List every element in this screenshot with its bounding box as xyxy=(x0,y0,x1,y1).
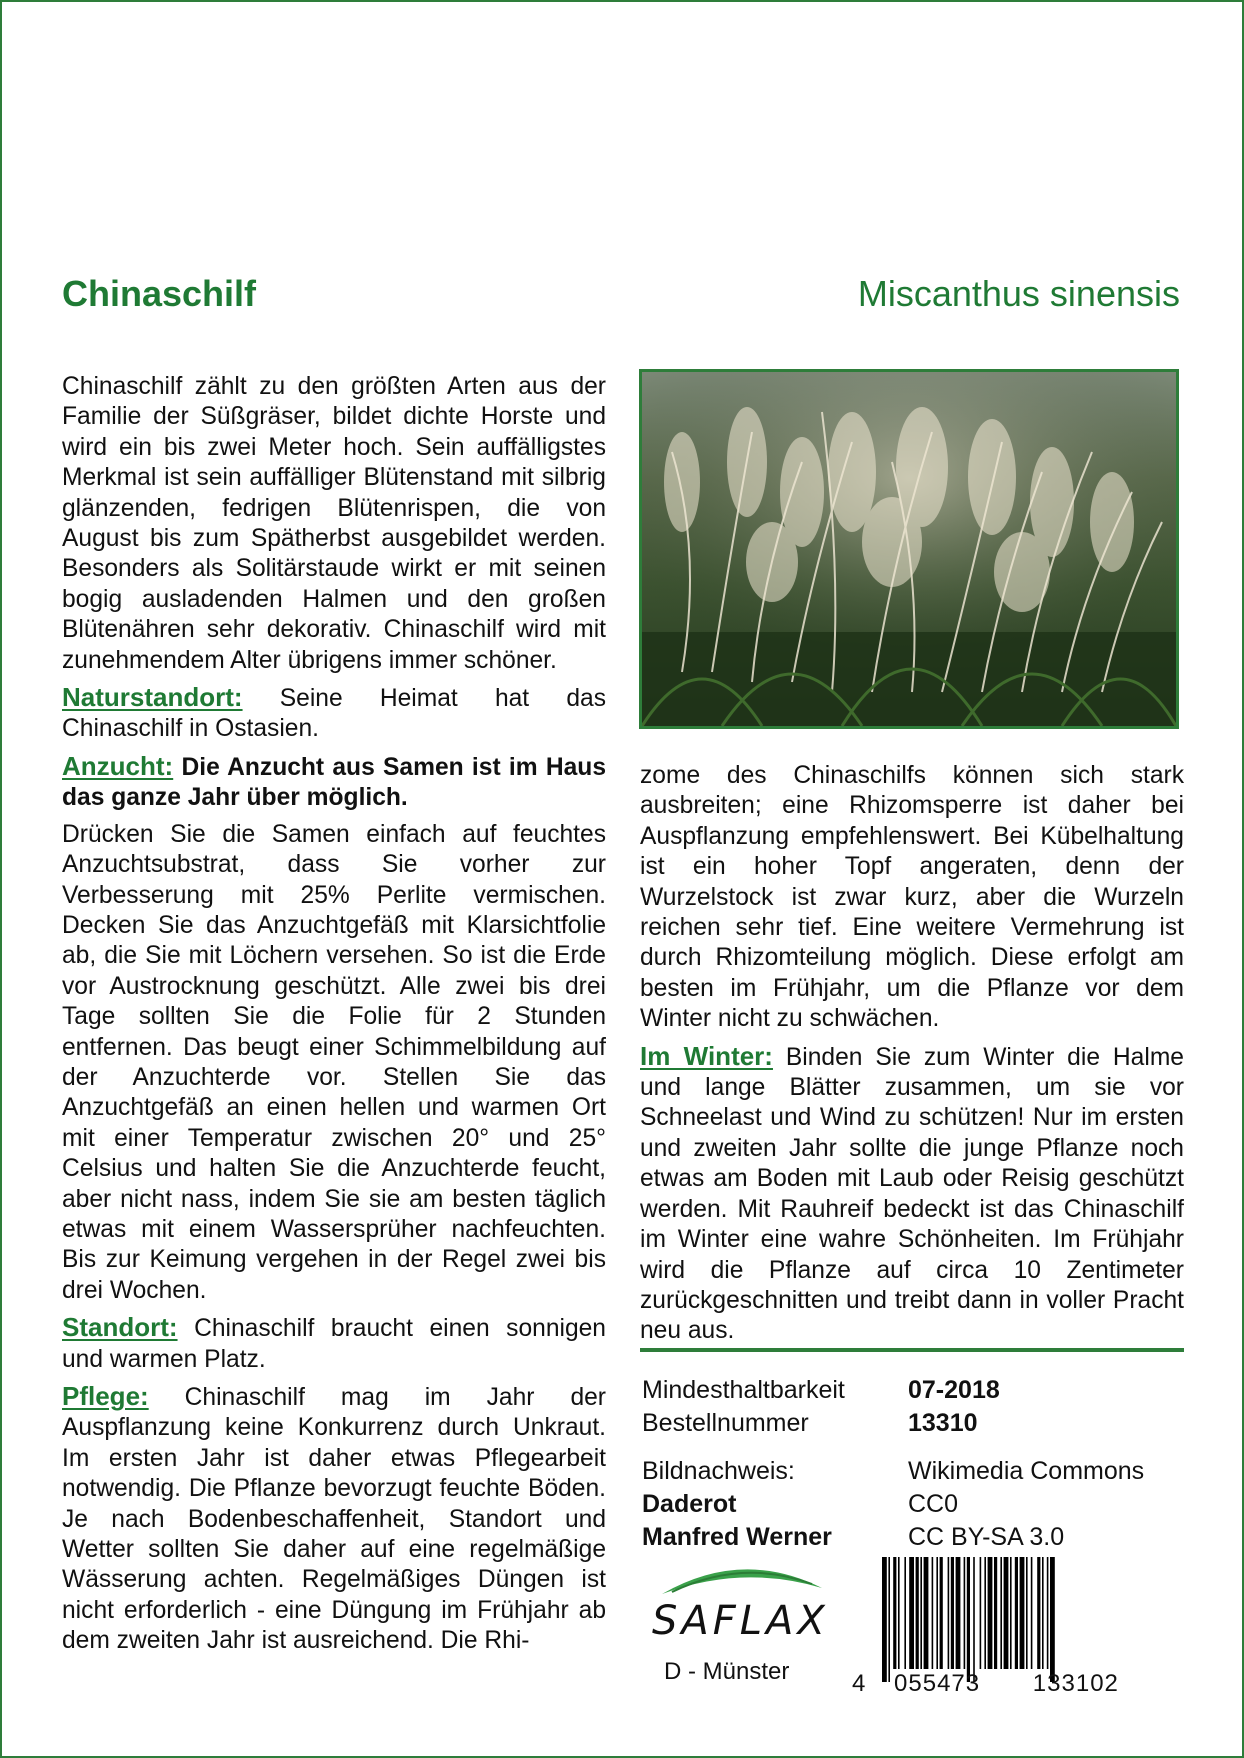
barcode-bar xyxy=(936,1557,938,1669)
barcode-bar xyxy=(1031,1557,1033,1669)
barcode-bar xyxy=(888,1557,890,1682)
winter-section xyxy=(640,1041,1184,1347)
barcode-bar xyxy=(1047,1557,1049,1669)
barcode-group2: 133102 xyxy=(1032,1670,1119,1697)
barcode-bar xyxy=(1004,1557,1009,1669)
logo-city: D - Münster xyxy=(664,1658,790,1685)
barcode-bar xyxy=(967,1557,970,1682)
barcode-bar xyxy=(1026,1557,1028,1669)
barcode-bar xyxy=(940,1557,943,1669)
winter-heading: Im Winter: xyxy=(640,1040,773,1071)
barcode-bar xyxy=(916,1557,919,1669)
barcode-bar xyxy=(1015,1557,1018,1669)
barcode-bar xyxy=(980,1557,982,1669)
barcode-bar xyxy=(984,1557,986,1669)
barcode-bar xyxy=(951,1557,954,1669)
standort-section xyxy=(62,1312,606,1375)
latin-name: Miscanthus sinensis xyxy=(857,273,1180,314)
barcode-bar xyxy=(909,1557,914,1669)
pflege-heading: Pflege: xyxy=(62,1381,149,1411)
credit2-author: Manfred Werner xyxy=(642,1523,832,1551)
barcode-numbers xyxy=(852,1670,1192,1698)
barcode-bar xyxy=(1010,1557,1012,1669)
barcode-bar xyxy=(948,1557,950,1669)
barcode-bar xyxy=(920,1557,922,1669)
anzucht-section xyxy=(62,751,606,814)
leaf-swoosh-icon xyxy=(642,1554,842,1604)
grass-illustration xyxy=(642,372,1176,726)
barcode-group1: 055473 xyxy=(894,1670,981,1697)
barcode-bar xyxy=(924,1557,929,1669)
barcode-bar xyxy=(904,1557,906,1669)
left-column xyxy=(62,372,606,1663)
barcode-bar xyxy=(932,1557,934,1669)
right-column xyxy=(640,761,1184,1353)
barcode-bar xyxy=(898,1557,900,1669)
barcode-bar xyxy=(1037,1557,1040,1669)
anzucht-lead: Die Anzucht aus Samen ist im Haus das ganze Jahr über möglich. xyxy=(62,753,607,812)
standort-heading: Standort: xyxy=(62,1312,178,1343)
barcode-first-digit: 4 xyxy=(852,1670,866,1697)
divider xyxy=(640,1348,1184,1352)
credits-label: Bildnachweis: xyxy=(642,1457,795,1485)
credits-source: Wikimedia Commons xyxy=(908,1457,1145,1485)
naturstandort-text: Seine Heimat hat das Chinaschilf in Ostasien. xyxy=(62,685,606,743)
barcode-bar xyxy=(1050,1557,1055,1682)
barcode-bar xyxy=(994,1557,997,1669)
pflege-text: Chinaschilf mag im Jahr der Auspflanzung keine Konkurrenz durch Unkraut. Im ersten Jahr ist daher etwas Pflegearbeit notwendig. Die Pflanze bevorzugt feuchte Böden. Je nach Bodenbeschaffenheit, Standort und Wetter sollten Sie daher auf eine regelmäßige Wässerung achten. Regelmäßiges Düngen ist nicht erforderlich - eine Düngung im Frühjahr ab dem zweiten Jahr ist ausreichend. Die Rhi- xyxy=(62,1384,606,1655)
barcode-bar xyxy=(882,1557,887,1682)
intro-paragraph: Chinaschilf zählt zu den größten Arten aus der Familie der Süßgräser, bildet dichte Horste und wird ein bis zwei Meter hoch. Sein auffälligstes Merkmal ist sein auffälliger Blütenstand mit silbrig glänzenden, fedrigen Blütenrispen, die von August bis zum Spätherbst ausgebildet werden. Besonders als Solitärstaude wirkt er mit seinen bogig ausladenden Halmen und den großen Blütenähren sehr dekorativ. Chinaschilf wird mit zunehmendem Alter übrigens immer schöner. xyxy=(62,373,606,674)
barcode-bar xyxy=(964,1557,966,1669)
barcode-bar xyxy=(1042,1557,1044,1669)
anzucht-text: Drücken Sie die Samen einfach auf feuchtes Anzuchtsubstrat, dass Sie vorher zur Verbesserung mit 25% Perlite vermischen. Decken Sie das Anzuchtgefäß mit Klarsichtfolie ab, die Sie mit Löchern versehen. So ist die Erde vor Austrocknung geschützt. Alle zwei bis drei Tage sollten Sie die Folie für 2 Stunden entfernen. Das beugt einer Schimmelbildung auf der Anzuchterde vor. Stellen Sie das Anzuchtgefäß an einen hellen und warmen Ort mit einer Temperatur zwischen 20° und 25° Celsius und halten Sie die Anzuchterde feucht, aber nicht nass, indem Sie sie am besten täglich etwas mit einem Wassersprüher nachfeuchten. Bis zur Keimung vergehen in der Regel zwei bis drei Wochen. xyxy=(62,820,606,1304)
standort-text: Chinaschilf braucht einen sonnigen und warmen Platz. xyxy=(62,1315,606,1373)
barcode-bar xyxy=(1020,1557,1025,1669)
naturstandort-heading: Naturstandort: xyxy=(62,682,243,713)
barcode-bar xyxy=(973,1557,975,1682)
credit1-license: CC0 xyxy=(908,1490,959,1518)
page-title: Chinaschilf xyxy=(62,273,257,314)
winter-text: Binden Sie zum Winter die Halme und lange Blätter zusammen, um sie vor Schneelast und Wind zu schützen! Nur im ersten und zweiten Jahr sollte die junge Pflanze noch etwas am Boden mit Laub oder Reisig geschützt werden. Mit Rauhreif bedeckt ist das Chinaschilf im Winter eine wahre Schönheiten. Im Frühjahr wird die Pflanze auf circa 10 Zentimeter zurückgeschnitten und treibt dann in voller Pracht neu aus. xyxy=(640,1043,1184,1345)
order-value: 13310 xyxy=(908,1409,978,1437)
pflege-section xyxy=(62,1381,606,1657)
barcode-bar xyxy=(956,1557,961,1669)
mhd-value: 07-2018 xyxy=(908,1376,1000,1404)
barcode xyxy=(882,1557,1184,1682)
barcode-bar xyxy=(893,1557,896,1669)
anzucht-heading: Anzucht: xyxy=(62,750,174,781)
order-label: Bestellnummer xyxy=(642,1409,809,1437)
logo-wordmark: SAFLAX xyxy=(652,1598,829,1644)
credit1-author: Daderot xyxy=(642,1490,737,1518)
mhd-label: Mindesthaltbarkeit xyxy=(642,1376,845,1404)
barcode-bar xyxy=(988,1557,993,1669)
saflax-logo xyxy=(642,1554,842,1685)
barcode-bar xyxy=(1000,1557,1002,1669)
plant-photo xyxy=(639,369,1179,729)
credit2-license: CC BY-SA 3.0 xyxy=(908,1523,1065,1551)
naturstandort-section xyxy=(62,682,606,745)
pflege-continued: zome des Chinaschilfs können sich stark ausbreiten; eine Rhizomsperre ist daher bei Auspflanzung empfehlenswert. Bei Kübelhaltung ist ein hoher Topf angeraten, denn der Wurzelstock ist zwar kurz, aber die Wurzeln reichen sehr tief. Eine weitere Vermehrung ist durch Rhizomteilung möglich. Diese erfolgt am besten im Frühjahr, um die Pflanze vor dem Winter nicht zu schwächen. xyxy=(640,762,1184,1033)
